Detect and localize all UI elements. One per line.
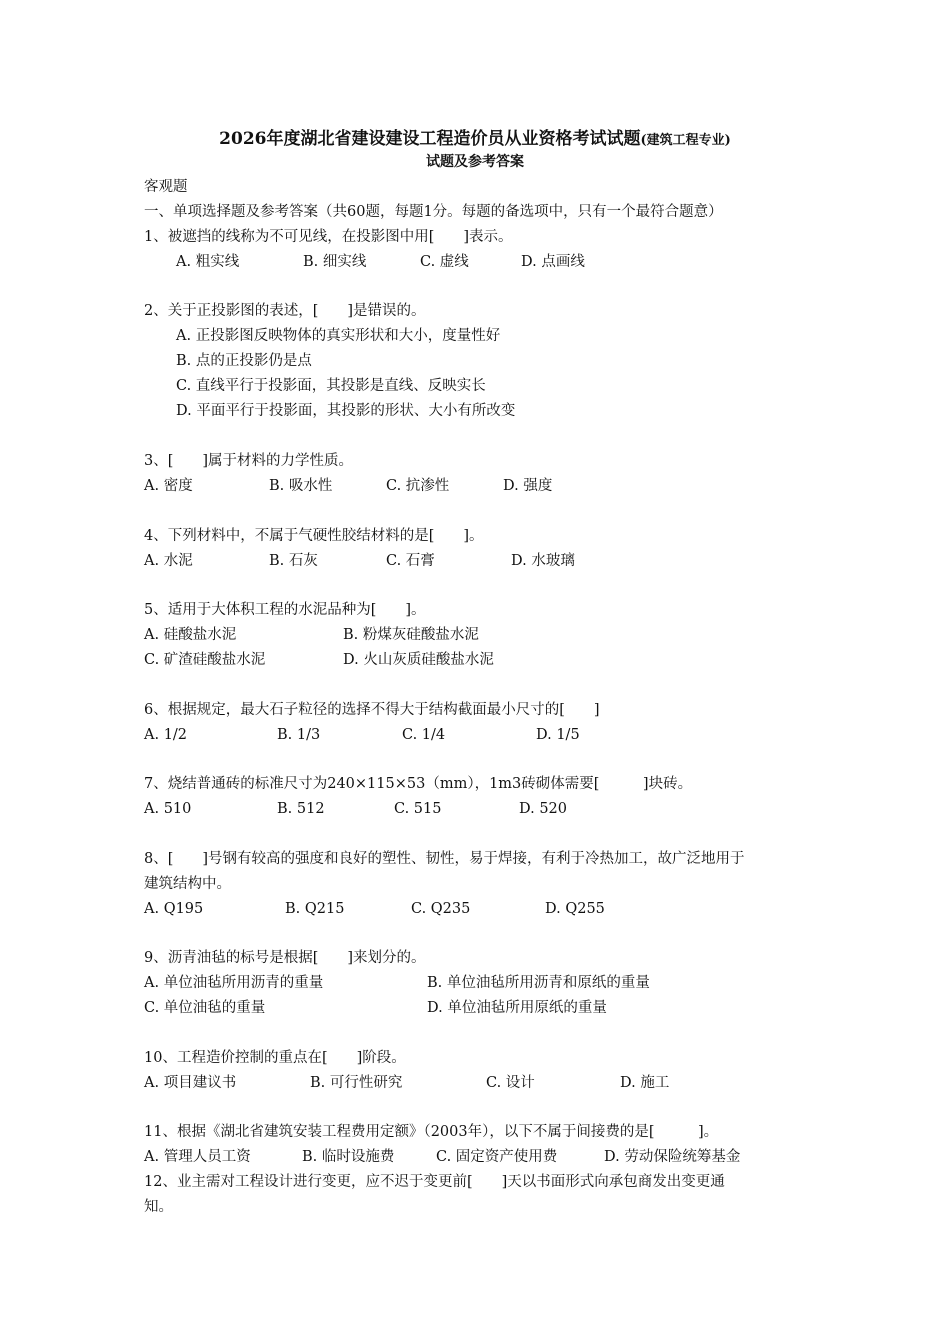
question-1-option-b: B. 细实线 xyxy=(303,254,367,270)
section-heading: 客观题 xyxy=(144,179,188,195)
question-1-option-d: D. 点画线 xyxy=(521,254,585,270)
question-5-option-d: D. 火山灰质硅酸盐水泥 xyxy=(343,652,494,668)
question-4-stem: 4、下列材料中，不属于气硬性胶结材料的是[ ]。 xyxy=(144,528,484,544)
document-title xyxy=(0,124,950,149)
question-3-option-c: C. 抗渗性 xyxy=(386,478,450,494)
question-10-option-d: D. 施工 xyxy=(620,1075,670,1091)
document-subtitle: 试题及参考答案 xyxy=(426,154,524,170)
question-9-option-d: D. 单位油毡所用原纸的重量 xyxy=(427,1000,607,1016)
question-9-stem: 9、沥青油毡的标号是根据[ ]来划分的。 xyxy=(144,950,426,966)
question-4-option-b: B. 石灰 xyxy=(269,553,318,569)
question-7-option-c: C. 515 xyxy=(394,801,442,817)
question-7-option-d: D. 520 xyxy=(519,801,568,817)
question-2-stem: 2、关于正投影图的表述，[ ]是错误的。 xyxy=(144,303,426,319)
part-heading: 一、单项选择题及参考答案（共60题，每题1分。每题的备选项中，只有一个最符合题意） xyxy=(144,204,723,220)
question-3-option-a: A. 密度 xyxy=(144,478,193,494)
question-5-option-b: B. 粉煤灰硅酸盐水泥 xyxy=(343,627,479,643)
question-8-option-b: B. Q215 xyxy=(285,901,345,917)
question-11-option-b: B. 临时设施费 xyxy=(302,1149,395,1165)
question-10-option-c: C. 设计 xyxy=(486,1075,535,1091)
question-2-option-d: D. 平面平行于投影面，其投影的形状、大小有所改变 xyxy=(176,403,516,419)
question-4-option-d: D. 水玻璃 xyxy=(511,553,575,569)
question-10-option-b: B. 可行性研究 xyxy=(310,1075,403,1091)
question-8-option-d: D. Q255 xyxy=(545,901,605,917)
question-11-option-a: A. 管理人员工资 xyxy=(144,1149,251,1165)
question-5-option-c: C. 矿渣硅酸盐水泥 xyxy=(144,652,266,668)
title-main: 2026年度湖北省建设建设工程造价员从业资格考试试题 xyxy=(219,129,641,149)
question-6-stem: 6、根据规定，最大石子粒径的选择不得大于结构截面最小尺寸的[ ] xyxy=(144,702,600,718)
question-3-stem: 3、[ ]属于材料的力学性质。 xyxy=(144,453,354,469)
question-10-option-a: A. 项目建议书 xyxy=(144,1075,237,1091)
question-1-option-a: A. 粗实线 xyxy=(176,254,240,270)
question-11-option-d: D. 劳动保险统筹基金 xyxy=(604,1149,741,1165)
question-3-option-b: B. 吸水性 xyxy=(269,478,333,494)
question-6-option-a: A. 1/2 xyxy=(144,727,188,743)
question-6-option-d: D. 1/5 xyxy=(536,727,580,743)
question-1-option-c: C. 虚线 xyxy=(420,254,469,270)
question-5-stem: 5、适用于大体积工程的水泥品种为[ ]。 xyxy=(144,602,426,618)
question-10-stem: 10、工程造价控制的重点在[ ]阶段。 xyxy=(144,1050,406,1066)
question-11-stem: 11、根据《湖北省建筑安装工程费用定额》（2003年），以下不属于间接费的是[ ]。 xyxy=(144,1124,719,1140)
question-9-option-b: B. 单位油毡所用沥青和原纸的重量 xyxy=(427,975,650,991)
question-7-stem: 7、烧结普通砖的标准尺寸为240×115×53（mm），1m3砖砌体需要[ ]块砖。 xyxy=(144,776,693,792)
question-8-option-c: C. Q235 xyxy=(411,901,471,917)
question-8-stem: 8、[ ]号钢有较高的强度和良好的塑性、韧性，易于焊接，有利于冷热加工，故广泛地用于 xyxy=(144,851,745,867)
question-7-option-a: A. 510 xyxy=(144,801,192,817)
question-7-option-b: B. 512 xyxy=(277,801,325,817)
question-9-option-c: C. 单位油毡的重量 xyxy=(144,1000,266,1016)
question-2-option-c: C. 直线平行于投影面，其投影是直线、反映实长 xyxy=(176,378,486,394)
question-3-option-d: D. 强度 xyxy=(503,478,553,494)
question-6-option-b: B. 1/3 xyxy=(277,727,321,743)
question-6-option-c: C. 1/4 xyxy=(402,727,446,743)
question-5-option-a: A. 硅酸盐水泥 xyxy=(144,627,237,643)
question-1-stem: 1、被遮挡的线称为不可见线，在投影图中用[ ]表示。 xyxy=(144,229,513,245)
question-9-option-a: A. 单位油毡所用沥青的重量 xyxy=(144,975,324,991)
question-2-option-b: B. 点的正投影仍是点 xyxy=(176,353,312,369)
question-4-option-c: C. 石膏 xyxy=(386,553,435,569)
title-subject: (建筑工程专业) xyxy=(640,133,731,148)
question-8-option-a: A. Q195 xyxy=(144,901,204,917)
question-8-stem-continued: 建筑结构中。 xyxy=(144,876,231,892)
question-12-stem: 12、业主需对工程设计进行变更，应不迟于变更前[ ]天以书面形式向承包商发出变更通 xyxy=(144,1174,725,1190)
question-2-option-a: A. 正投影图反映物体的真实形状和大小，度量性好 xyxy=(176,328,501,344)
question-11-option-c: C. 固定资产使用费 xyxy=(436,1149,558,1165)
question-4-option-a: A. 水泥 xyxy=(144,553,193,569)
question-12-stem-continued: 知。 xyxy=(144,1199,173,1215)
